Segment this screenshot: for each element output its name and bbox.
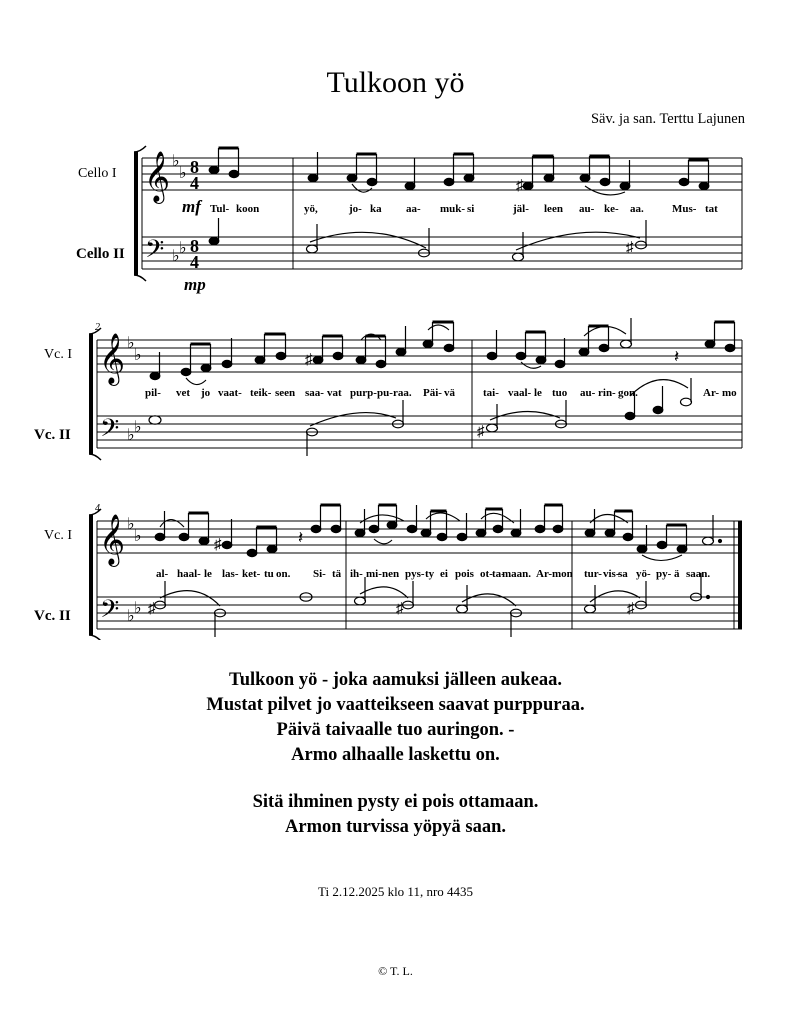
svg-text:ke-: ke-	[604, 203, 619, 215]
svg-text:♭: ♭	[179, 240, 187, 257]
verse-line: Päivä taivaalle tuo auringon. -	[276, 720, 515, 740]
svg-text:yö,: yö,	[304, 203, 318, 215]
svg-text:♭: ♭	[172, 153, 180, 170]
svg-text:al-: al-	[156, 568, 169, 580]
svg-text:8: 8	[190, 236, 199, 256]
svg-text:Si-: Si-	[313, 568, 326, 580]
svg-text:raa.: raa.	[393, 387, 412, 399]
sharp-icon: ♯	[627, 601, 635, 617]
svg-text:maan.: maan.	[502, 568, 532, 580]
svg-text:ket-: ket-	[242, 568, 261, 580]
svg-text:♭: ♭	[134, 419, 142, 436]
svg-text:saa-: saa-	[305, 387, 324, 399]
svg-text:tuo: tuo	[552, 387, 568, 399]
verse-line: Armon turvissa yöpyä saan.	[285, 817, 506, 837]
svg-text:4: 4	[190, 252, 199, 272]
svg-text:ta-: ta-	[492, 568, 505, 580]
treble-clef-icon: 𝄞	[144, 152, 171, 201]
svg-text:sa: sa	[618, 568, 628, 580]
svg-text:koon: koon	[236, 203, 260, 215]
svg-text:♭: ♭	[127, 335, 135, 352]
svg-text:Tul-: Tul-	[210, 203, 230, 215]
svg-text:aa.: aa.	[630, 203, 644, 215]
svg-text:pois: pois	[455, 568, 474, 580]
svg-text:♭: ♭	[127, 608, 135, 625]
svg-text:Mus-: Mus-	[672, 203, 697, 215]
treble-clef-icon: 𝄞	[99, 515, 126, 564]
svg-text:jo-: jo-	[349, 203, 362, 215]
svg-text:jäl-: jäl-	[513, 203, 529, 215]
svg-text:ka: ka	[370, 203, 382, 215]
quarter-rest-icon: 𝄽	[674, 347, 680, 366]
treble-clef-icon: 𝄞	[99, 334, 126, 383]
svg-text:ih-: ih-	[350, 568, 363, 580]
svg-text:tä: tä	[332, 568, 342, 580]
quarter-rest-icon: 𝄽	[298, 528, 304, 547]
composer-credit: Säv. ja san. Terttu Lajunen	[590, 111, 745, 127]
svg-text:vaal-: vaal-	[508, 387, 532, 399]
svg-text:♭: ♭	[134, 600, 142, 617]
svg-text:saan.: saan.	[686, 568, 711, 580]
dynamic-mp: mp	[184, 275, 206, 294]
svg-text:au-: au-	[580, 387, 596, 399]
svg-text:yö-: yö-	[636, 568, 651, 580]
svg-text:♭: ♭	[127, 516, 135, 533]
dynamic-mf: mf	[182, 197, 201, 216]
staff-label-cello-2: Cello II	[76, 246, 125, 262]
svg-text:tu: tu	[264, 568, 274, 580]
svg-text:ty: ty	[425, 568, 435, 580]
svg-text:py-: py-	[656, 568, 672, 580]
svg-text:ei: ei	[440, 568, 448, 580]
verse-2	[0, 790, 791, 840]
svg-text:nen: nen	[382, 568, 400, 580]
staff-label-vc-2: Vc. II	[34, 427, 71, 443]
svg-text:on.: on.	[276, 568, 291, 580]
svg-text:gon.: gon.	[618, 387, 638, 399]
svg-text:aa-: aa-	[406, 203, 421, 215]
svg-text:tat: tat	[705, 203, 718, 215]
svg-text:mon: mon	[552, 568, 573, 580]
sharp-icon: ♯	[305, 352, 313, 368]
svg-text:♭: ♭	[179, 165, 187, 182]
verse-line: Tulkoon yö - joka aamuksi jälleen aukeaa.	[229, 670, 562, 690]
svg-text:♭: ♭	[134, 528, 142, 545]
sharp-icon: ♯	[214, 537, 222, 553]
svg-text:♭: ♭	[134, 347, 142, 364]
bass-clef-icon: 𝄢	[145, 236, 165, 269]
date-line: Ti 2.12.2025 klo 11, nro 4435	[317, 884, 474, 899]
sharp-icon: ♯	[626, 240, 634, 256]
copyright: © T. L.	[378, 964, 413, 978]
lyrics-line-3	[156, 568, 710, 580]
svg-text:♭: ♭	[172, 248, 180, 265]
svg-text:ä: ä	[674, 568, 680, 580]
staff-label-vc-1: Vc. I	[44, 528, 72, 543]
verse-line: Mustat pilvet jo vaatteikseen saavat purppuraa.	[206, 695, 585, 715]
svg-text:pu-: pu-	[377, 387, 393, 399]
svg-text:vet: vet	[176, 387, 191, 399]
svg-text:vaat-: vaat-	[218, 387, 242, 399]
measure-number: 4	[95, 503, 100, 514]
svg-text:purp-: purp-	[350, 387, 377, 399]
svg-text:seen: seen	[275, 387, 296, 399]
bass-clef-icon: 𝄢	[100, 415, 120, 448]
svg-text:Päi-: Päi-	[423, 387, 442, 399]
staff-label-vc-2: Vc. II	[34, 608, 71, 624]
svg-text:haal-: haal-	[177, 568, 201, 580]
svg-text:teik-: teik-	[250, 387, 272, 399]
svg-text:pil-: pil-	[145, 387, 161, 399]
key-signature	[127, 516, 142, 625]
svg-text:vat: vat	[327, 387, 342, 399]
svg-text:jo: jo	[201, 387, 211, 399]
measure-number: 2	[95, 322, 100, 333]
svg-text:si: si	[467, 203, 475, 215]
svg-text:4: 4	[190, 173, 199, 193]
svg-text:rin-: rin-	[598, 387, 616, 399]
sharp-icon: ♯	[477, 424, 485, 440]
sharp-icon: ♯	[516, 178, 524, 194]
svg-text:le: le	[534, 387, 542, 399]
svg-text:mi-: mi-	[366, 568, 382, 580]
svg-text:♭: ♭	[127, 427, 135, 444]
svg-text:las-: las-	[222, 568, 239, 580]
svg-text:leen: leen	[544, 203, 563, 215]
svg-text:vis-: vis-	[603, 568, 620, 580]
bass-clef-icon: 𝄢	[100, 596, 120, 629]
svg-text:le: le	[204, 568, 212, 580]
svg-text:mo: mo	[722, 387, 737, 399]
svg-text:pys-: pys-	[405, 568, 425, 580]
verse-line: Armo alhaalle laskettu on.	[291, 745, 500, 765]
staff-label-cello-1: Cello I	[78, 166, 117, 181]
svg-text:Ar-: Ar-	[536, 568, 553, 580]
page-title: Tulkoon yö	[326, 66, 465, 99]
svg-text:Ar-: Ar-	[703, 387, 720, 399]
svg-text:ot-: ot-	[480, 568, 493, 580]
svg-text:tai-: tai-	[483, 387, 499, 399]
staff-label-vc-1: Vc. I	[44, 347, 72, 362]
svg-text:8: 8	[190, 157, 199, 177]
svg-text:vä: vä	[444, 387, 455, 399]
sharp-icon: ♯	[396, 601, 404, 617]
svg-text:au-: au-	[579, 203, 595, 215]
verse-1	[0, 668, 791, 768]
verse-line: Sitä ihminen pysty ei pois ottamaan.	[252, 792, 539, 812]
svg-text:tur-: tur-	[584, 568, 602, 580]
sharp-icon: ♯	[148, 601, 156, 617]
svg-text:muk-: muk-	[440, 203, 466, 215]
